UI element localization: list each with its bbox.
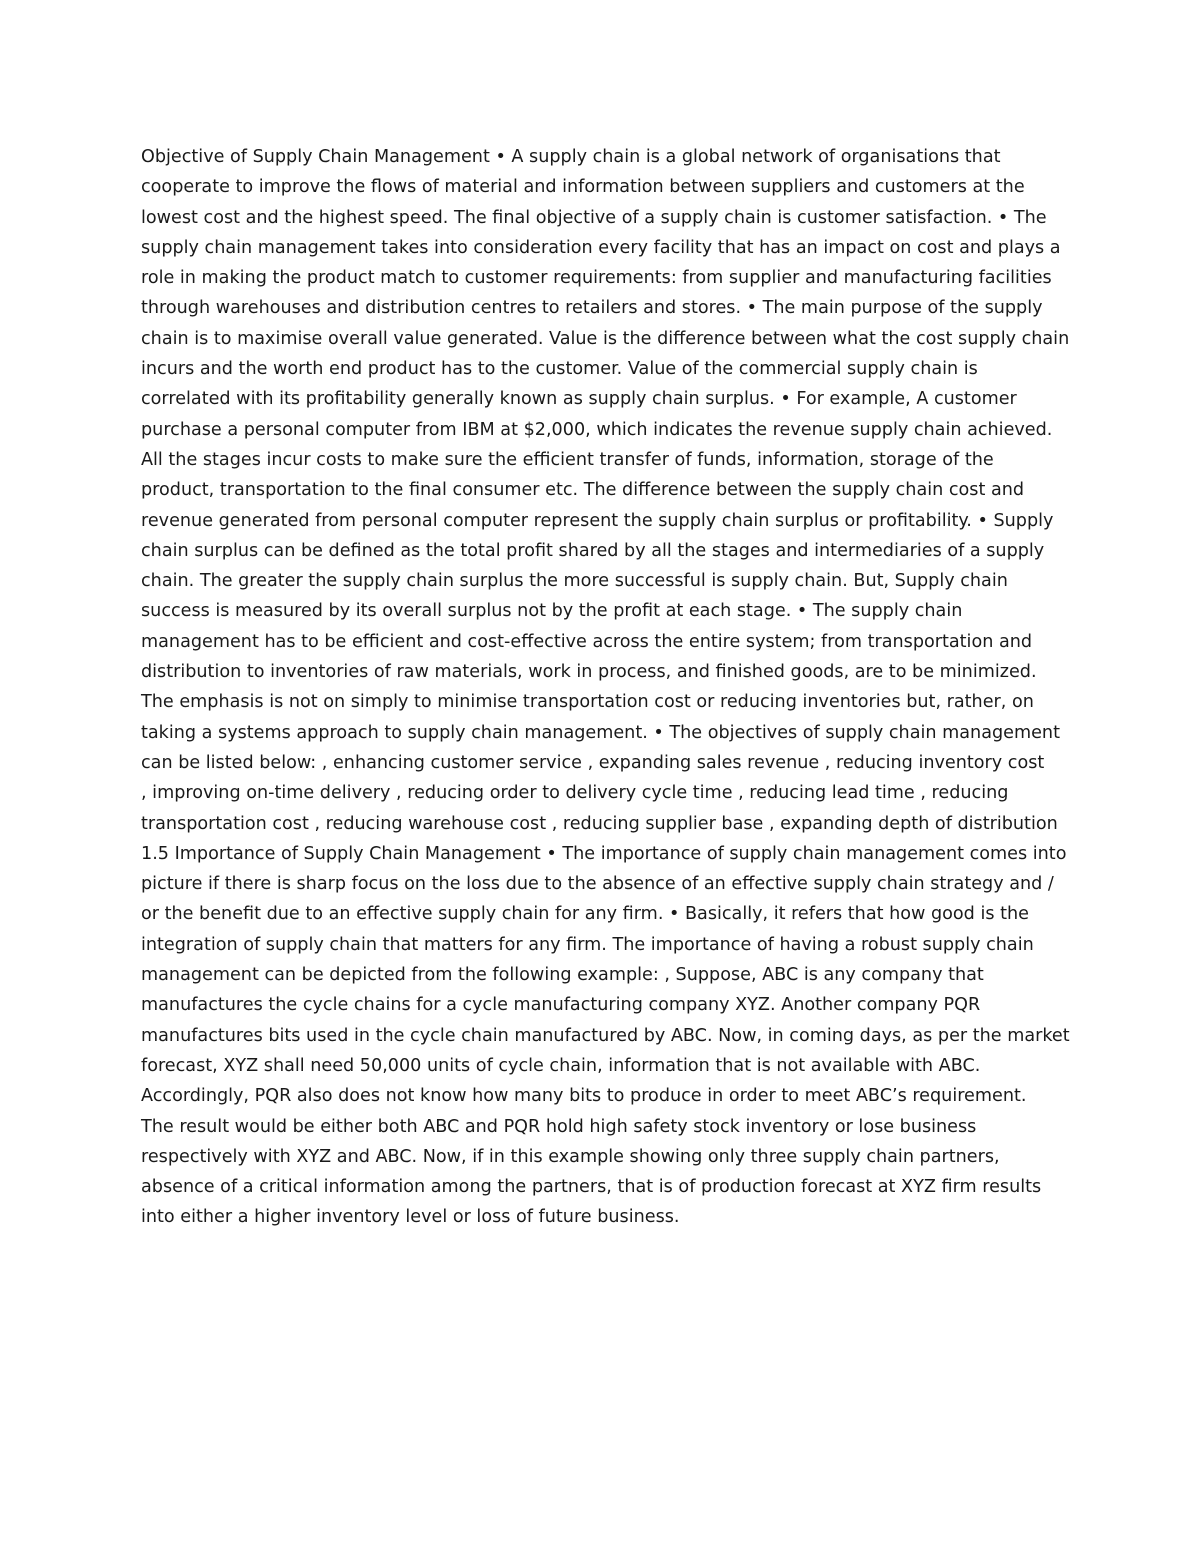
text-line: picture if there is sharp focus on the loss due to the absence of an effective supply chain strategy and / xyxy=(141,874,1054,895)
text-line: management can be depicted from the following example: , Suppose, ABC is any company that xyxy=(141,965,984,986)
text-line: product, transportation to the final consumer etc. The difference between the supply chain cost and xyxy=(141,480,1025,501)
text-line: transportation cost , reducing warehouse cost , reducing supplier base , expanding depth of distribution xyxy=(141,813,1058,834)
text-line: success is measured by its overall surplus not by the profit at each stage. • The supply chain xyxy=(141,601,963,622)
text-line: The emphasis is not on simply to minimise transportation cost or reducing inventories but, rather, on xyxy=(141,692,1034,713)
text-line: into either a higher inventory level or loss of future business. xyxy=(141,1207,680,1228)
text-line: respectively with XYZ and ABC. Now, if in this example showing only three supply chain partners, xyxy=(141,1146,1000,1167)
text-line: manufactures bits used in the cycle chain manufactured by ABC. Now, in coming days, as per the market xyxy=(141,1025,1070,1046)
text-line: lowest cost and the highest speed. The final objective of a supply chain is customer satisfaction. • The xyxy=(141,207,1047,228)
text-line: correlated with its profitability generally known as supply chain surplus. • For example, A customer xyxy=(141,389,1017,410)
text-line: , improving on-time delivery , reducing order to delivery cycle time , reducing lead time , reducing xyxy=(141,783,1009,804)
text-line: Objective of Supply Chain Management • A supply chain is a global network of organisations that xyxy=(141,147,1001,167)
text-line: chain surplus can be defined as the total profit shared by all the stages and intermediaries of a supply xyxy=(141,540,1045,561)
text-line: The result would be either both ABC and PQR hold high safety stock inventory or lose business xyxy=(141,1116,977,1137)
text-line: can be listed below: , enhancing customer service , expanding sales revenue , reducing inventory cost xyxy=(141,752,1045,773)
text-line: cooperate to improve the flows of material and information between suppliers and customers at the xyxy=(141,177,1025,198)
text-line: absence of a critical information among the partners, that is of production forecast at XYZ firm results xyxy=(141,1177,1042,1198)
text-line: purchase a personal computer from IBM at $2,000, which indicates the revenue supply chain achieved. xyxy=(141,419,1053,440)
text-line: or the benefit due to an effective supply chain for any firm. • Basically, it refers that how good is the xyxy=(141,904,1029,925)
text-line: revenue generated from personal computer represent the supply chain surplus or profitability. • Supply xyxy=(141,510,1054,531)
text-line: chain is to maximise overall value generated. Value is the difference between what the cost supply chain xyxy=(141,328,1070,349)
text-line: chain. The greater the supply chain surplus the more successful is supply chain. But, Supply chain xyxy=(141,571,1008,592)
text-line: integration of supply chain that matters for any firm. The importance of having a robust supply chain xyxy=(141,934,1034,955)
text-line: All the stages incur costs to make sure the efficient transfer of funds, information, storage of the xyxy=(141,449,994,470)
text-line: Accordingly, PQR also does not know how many bits to produce in order to meet ABC’s requirement. xyxy=(141,1086,1027,1107)
text-line: manufactures the cycle chains for a cycle manufacturing company XYZ. Another company PQR xyxy=(141,995,981,1016)
text-line: forecast, XYZ shall need 50,000 units of cycle chain, information that is not available with ABC. xyxy=(141,1055,981,1076)
document-body xyxy=(141,142,1071,1233)
text-line: distribution to inventories of raw materials, work in process, and finished goods, are to be minimized. xyxy=(141,662,1037,683)
text-line: management has to be efficient and cost-effective across the entire system; from transportation and xyxy=(141,631,1033,652)
text-line: supply chain management takes into consideration every facility that has an impact on cost and plays a xyxy=(141,237,1061,258)
text-line: role in making the product match to customer requirements: from supplier and manufacturing facilities xyxy=(141,268,1052,289)
text-line: 1.5 Importance of Supply Chain Management • The importance of supply chain management comes into xyxy=(141,843,1067,864)
text-line: through warehouses and distribution centres to retailers and stores. • The main purpose of the supply xyxy=(141,298,1043,319)
text-line: incurs and the worth end product has to the customer. Value of the commercial supply chain is xyxy=(141,359,978,380)
text-line: taking a systems approach to supply chain management. • The objectives of supply chain management xyxy=(141,722,1060,743)
